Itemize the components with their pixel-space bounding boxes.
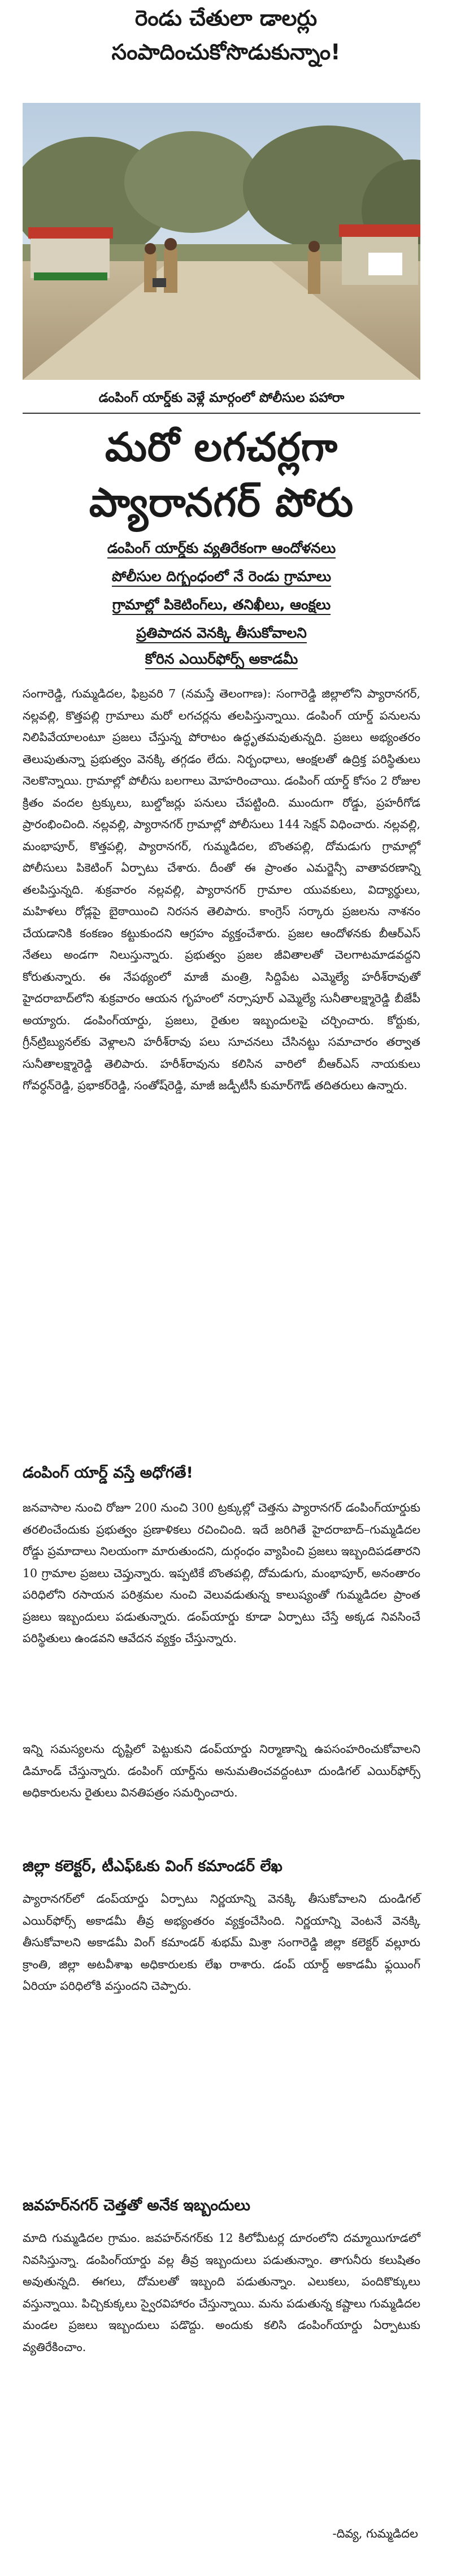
subhead-2 [23, 565, 420, 588]
quote-banner [0, 0, 452, 89]
subhead-5 [23, 648, 420, 670]
subhead-4 [23, 622, 420, 644]
subhead-5-text: కోరిన ఎయిర్‌ఫోర్స్ అకాడమీ [145, 651, 298, 669]
subhead-1-text: డంపింగ్ యార్డ్‌కు వ్యతిరేకంగా ఆందోళనలు [107, 540, 336, 559]
quote-line-1: రెండు చేతులా డాలర్లు [134, 6, 318, 31]
paragraph-1: సంగారెడ్డి, గుమ్మడిదల, ఫిబ్రవరి 7 (నమస్తే తెలంగాణ): సంగారెడ్డి జిల్లాలోని ప్యారానగర్, నల్లవల్లి, కొత్తపల్లి గ్రామాలు మరో లగచర్లను తలపిస్తున్నాయి. డంపింగ్ యార్డ్ పనులను నిలిపివేయాలంటూ ప్రజలు చేస్తున్న పోరాటం ఉద్ధృతమవుతున్నది. ప్రజలు అభ్యంతరం తెలుపుతున్నా ప్రభుత్వం వెనక్కి తగ్గడం లేదు. నిర్బంధాలు, ఆంక్షలతో ఉద్రిక్త పరిస్థితులు నెలకొన్నాయి. గ్రామాల్లో పోలీసు బలగాలు మోహరించాయి. డంపింగ్ యార్డ్ కోసం 2 రోజుల క్రితం వందల ట్రక్కులు, బుల్డోజర్లు పనులు చేపట్టింది. ముందుగా రోడ్డు, ప్రహరీగోడ ప్రారంభించింది. నల్లవల్లి, ప్యారానగర్ గ్రామాల్లో పోలీసులు 144 సెక్షన్ విధించారు. నల్లవల్లి, మంభాపూర్, కొత్తపల్లి, ప్యారానగర్, గుమ్మడిదల, బొంతపల్లి, దోమడుగు గ్రామాల్లో పోలీసులు పికెటింగ్ ఏర్పాటు చేశారు. దీంతో ఈ ప్రాంతం ఎమర్జెన్సీ వాతావరణాన్ని తలపిస్తున్నది. శుక్రవారం నల్లవల్లి, ప్యారానగర్ గ్రామాల యువకులు, విద్యార్థులు, మహిళలు రోడ్లపై బైఠాయించి నిరసన తెలిపారు. కాంగ్రెస్ సర్కారు ప్రజలను నాశనం చేయడానికి కంకణం కట్టుకుందని ఆగ్రహం వ్యక్తంచేశారు. ప్రజల ఆందోళనకు బీఆర్ఎస్ నేతలు అండగా నిలుస్తున్నారు. ప్రభుత్వం ప్రజల జీవితాలతో చెలగాటమాడవద్దని కోరుతున్నారు. ఈ నేపథ్యంలో మాజీ మంత్రి, సిద్దిపేట ఎమ్మెల్యే హరీశ్‌రావుతో హైదరాబాద్‌లోని శుక్రవారం ఆయన గృహంలో నర్సాపూర్ ఎమ్మెల్యే సునీతాలక్ష్మారెడ్డి బీజేపీ అయ్యారు. డంపింగ్‌యార్డు, ప్రజలు, రైతుల ఇబ్బందులపై చర్చించారు. కోర్టుకు, గ్రీన్‌ట్రిబ్యునల్‌కు వెళ్లాలని హరీశ్‌రావు పలు సూచనలు చేసినట్టు సమాచారం తర్వాత సునీతాలక్ష్మారెడ్డి తెలిపారు. హరీశ్‌రావును కలిసిన వారిలో బీఆర్ఎస్ నాయకులు గోవర్ధన్‌రెడ్డి, ప్రభాకర్‌రెడ్డి, సంతోష్‌రెడ్డి, మాజీ జడ్పీటీసీ కుమార్‌గౌడ్ తదితరులు ఉన్నారు. [23, 687, 420, 1092]
paragraph-3: ఇన్ని సమస్యలను దృష్టిలో పెట్టుకుని డంప్‌యార్డు నిర్మాణాన్ని ఉపసంహరించుకోవాలని డిమాండ్ చేస్తున్నారు. డంపింగ్ యార్డ్‌ను అనుమతించవద్దంటూ దుండిగల్ ఎయిర్‌ఫోర్స్ అధికారులను రైతులు వినతిపత్రం సమర్పించారు. [23, 1742, 420, 1799]
subhead-3-text: గ్రామాల్లో పికెటింగ్‌లు, తనిఖీలు, ఆంక్షలు [112, 596, 331, 615]
subhead-2-text: పోలీసుల దిగ్బంధంలో నే రెండు గ్రామాలు [112, 568, 331, 587]
headline-line-2: ప్యారానగర్ పోరు [89, 479, 354, 526]
section-heading-2: జిల్లా కలెక్టర్, టీఎఫ్‌ఓకు వింగ్ కమాండర్ లేఖ [23, 1858, 282, 1875]
byline: -దివ్య, గుమ్మడిదల [332, 2527, 418, 2540]
headline [23, 419, 420, 530]
news-photo [23, 103, 420, 380]
police-checkpoint-photo [23, 103, 420, 380]
paragraph-4: ప్యారానగర్‌లో డంప్‌యార్డు ఏర్పాటు నిర్ణయాన్ని వెనక్కి తీసుకోవాలని దుండిగల్ ఎయిర్‌ఫోర్స్ అకాడమీ తీవ్ర అభ్యంతరం వ్యక్తంచేసింది. నిర్ణయాన్ని వెంటనే వెనక్కి తీసుకోవాలని అకాడమీ వింగ్ కమాండర్ శుభమ్ మిశ్రా సంగారెడ్డి జిల్లా కలెక్టర్ వల్లూరు క్రాంతి, జిల్లా అటవీశాఖ అధికారులకు లేఖ రాశారు. డంప్ యార్డ్ అకాడమీ ఫ్లయింగ్ ఏరియా పరిధిలోకి వస్తుందని చెప్పారు. [23, 1892, 420, 1993]
photo-caption: డంపింగ్ యార్డ్‌కు వెళ్లే మార్గంలో పోలీసుల పహారా [23, 386, 420, 414]
section-heading-1: డంపింగ్ యార్డ్ వస్తే అధోగతే! [23, 1464, 193, 1482]
subhead-4-text: ప్రతిపాదన వెనక్కి తీసుకోవాలని [136, 625, 307, 643]
quote-line-2: సంపాదించుకోసొడుకున్నాం! [111, 40, 341, 64]
section-heading-3: జవహర్‌నగర్ చెత్తతో అనేక ఇబ్బందులు [23, 2197, 250, 2214]
subhead-1 [23, 537, 420, 560]
headline-line-1: మరో లగచర్లగా [105, 424, 338, 470]
paragraph-5: మాది గుమ్మడిదల గ్రామం. జవహర్‌నగర్‌కు 12 కిలోమీటర్ల దూరంలోని దమ్మాయిగూడలో నివసిస్తున్నా. డంపింగ్‌యార్డు వల్ల తీవ్ర ఇబ్బందులు పడుతున్నాం. తాగునీరు కలుషితం అవుతున్నది. ఈగలు, దోమలతో ఇబ్బంది పడుతున్నాం. ఎలుకలు, పందికొక్కులు వస్తున్నాయి. పిచ్చికుక్కలు స్వైరవిహారం చేస్తున్నాయి. మను పడుతున్న కష్టాలు గుమ్మడిదల మండల ప్రజలు ఇబ్బందులు పడొద్దు. అందుకు కలిసి డంపింగ్‌యార్డు ఏర్పాటుకు వ్యతిరేకించాం. [23, 2231, 420, 2354]
subhead-3 [23, 594, 420, 616]
paragraph-2: జనవాసాల నుంచి రోజూ 200 నుంచి 300 ట్రక్కుల్లో చెత్తను ప్యారానగర్ డంపింగ్‌యార్డుకు తరలించేందుకు ప్రభుత్వం ప్రణాళికలు రచించింది. ఇదే జరిగితే హైదరాబాద్–గుమ్మడిదల రోడ్డు ప్రమాదాలు నిలయంగా మారుతుందని, దుర్గంధం వ్యాపించి ప్రజలు ఇబ్బందిపడతారని 10 గ్రామాల ప్రజలు చెప్తున్నారు. ఇప్పటికే బొంతపల్లి, దోమడుగు, మంభాపూర్, అనంతారం పరిధిలోని రసాయన పరిశ్రమల నుంచి వెలువడుతున్న కాలుష్యంతో గుమ్మడిదల ప్రాంత ప్రజలు ఇబ్బందులు పడుతున్నారు. డంప్‌యార్డు కూడా ఏర్పాటు చేస్తే అక్కడ నివసించే పరిస్థితులు ఉండవని ఆవేదన వ్యక్తం చేస్తున్నారు. [23, 1501, 420, 1645]
